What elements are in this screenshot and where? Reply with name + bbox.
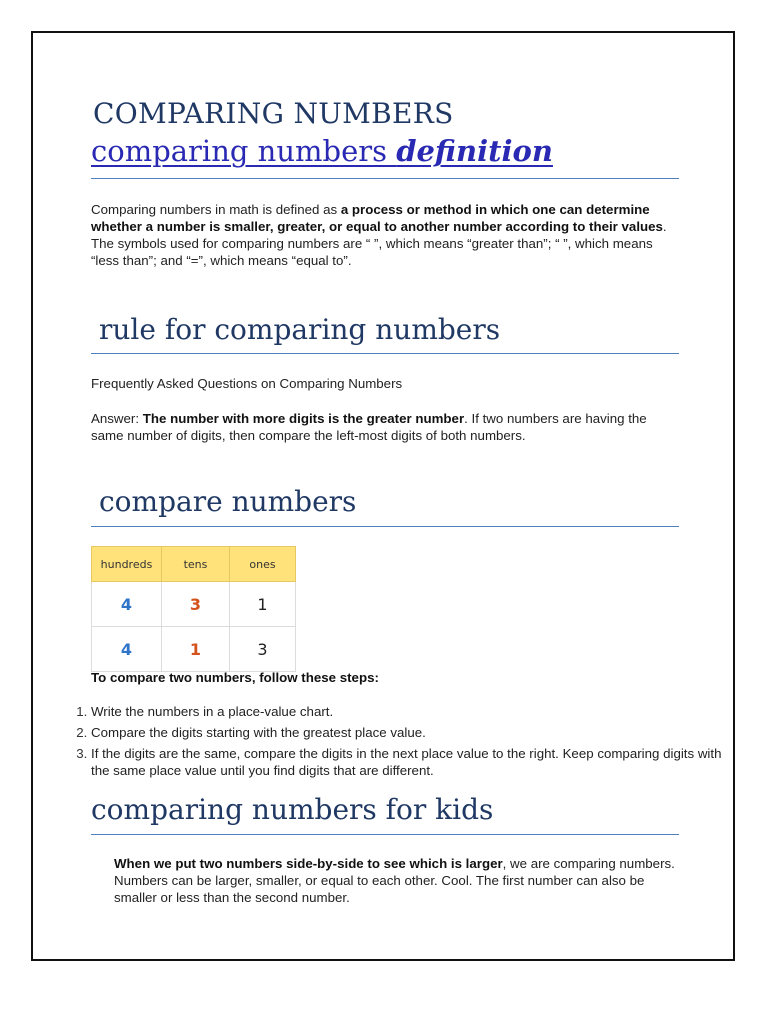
rule-divider: [91, 353, 679, 354]
header-tens: tens: [162, 547, 230, 582]
compare-divider: [91, 526, 679, 527]
faq-line: Frequently Asked Questions on Comparing Numbers: [91, 376, 403, 391]
list-item: 2. Compare the digits starting with the greatest place value.: [91, 724, 741, 741]
intro-paragraph: [91, 201, 681, 269]
cell-ones: 3: [230, 627, 296, 672]
answer-rest: . If two numbers are having the same number of digits, then compare the left-most digits of both numbers.: [91, 411, 647, 443]
document-title: COMPARING NUMBERS: [93, 97, 454, 130]
list-item: 3. If the digits are the same, compare the digits in the next place value to the right. Keep comparing digits with the same place value until you find digits that are different.: [91, 745, 741, 779]
cell-ones: 1: [230, 582, 296, 627]
answer-label: Answer:: [91, 411, 143, 426]
steps-list: [33, 703, 741, 783]
table-row: [92, 582, 296, 627]
header-ones: ones: [230, 547, 296, 582]
cell-tens: 1: [162, 627, 230, 672]
table-header-row: [92, 547, 296, 582]
kids-bold: When we put two numbers side-by-side to see which is larger: [114, 856, 503, 871]
cell-tens: 3: [162, 582, 230, 627]
table-row: [92, 627, 296, 672]
answer-bold: The number with more digits is the greater number: [142, 411, 465, 426]
answer-paragraph: [91, 410, 681, 444]
list-item: 1. Write the numbers in a place-value chart.: [91, 703, 741, 720]
kids-paragraph: [114, 855, 679, 906]
cell-hundreds: 4: [92, 627, 162, 672]
rule-heading: rule for comparing numbers: [99, 313, 501, 346]
definition-link[interactable]: [91, 134, 553, 168]
kids-rest: , we are comparing numbers. Numbers can be larger, smaller, or equal to each other. Cool. The first number can also be smaller or less than the second number.: [114, 856, 675, 905]
header-hundreds: hundreds: [92, 547, 162, 582]
compare-heading: compare numbers: [99, 485, 357, 518]
intro-text-2: . The symbols used for comparing numbers are “ ”, which means “greater than”; “ ”, which means “less than”; and “=”, which means “equal to”.: [91, 219, 667, 268]
steps-title: To compare two numbers, follow these steps:: [91, 670, 379, 685]
intro-text-1: Comparing numbers in math is defined as: [91, 202, 341, 217]
kids-heading: comparing numbers for kids: [91, 793, 494, 826]
intro-bold: a process or method in which one can determine whether a number is smaller, greater, or equal to another number according to their values: [91, 202, 663, 234]
document-page: [31, 31, 735, 961]
place-value-table: [91, 546, 296, 672]
subtitle-prefix: comparing numbers: [91, 134, 397, 168]
cell-hundreds: 4: [92, 582, 162, 627]
kids-divider: [91, 834, 679, 835]
title-divider: [91, 178, 679, 179]
subtitle-emphasis: definition: [396, 134, 553, 168]
